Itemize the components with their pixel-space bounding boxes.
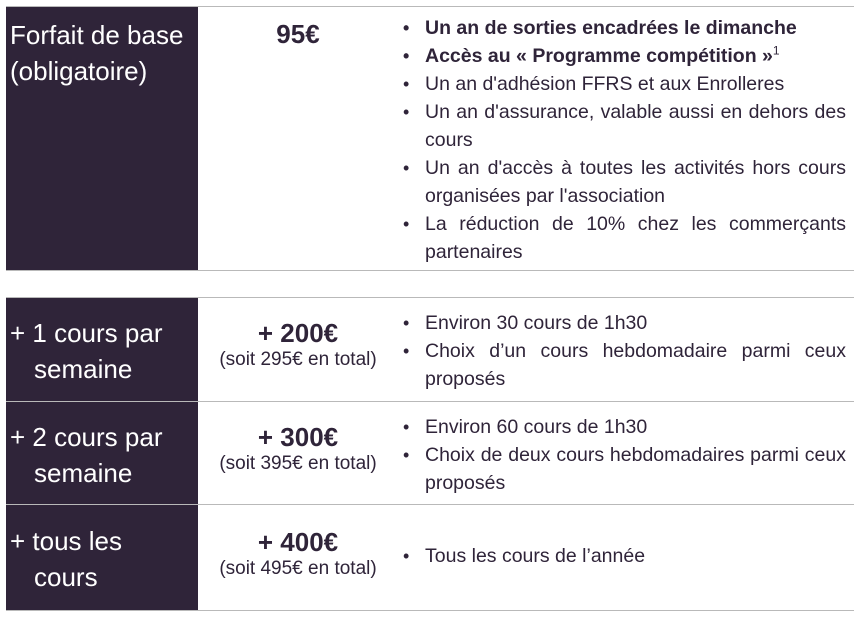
option-benefits-list [398,542,846,570]
option-benefits [398,298,854,401]
benefit-item: • Un an d'adhésion FFRS et aux Enrolleres [398,70,846,98]
option-price: + 300€ [257,422,339,452]
option-label [6,402,198,504]
option-price: + 200€ [257,318,339,348]
label-line-2: cours [34,562,98,592]
option-benefits [398,402,854,504]
benefit-item: • Environ 30 cours de 1h30 [398,309,846,337]
benefit-item: • Un an d'assurance, valable aussi en dehors des cours [398,98,846,154]
option-row [6,402,854,505]
footnote-marker: 1 [772,43,780,58]
option-total: (soit 295€ en total) [219,349,377,370]
option-price-cell [198,298,398,401]
option-row [6,505,854,611]
option-benefits-list [398,413,846,497]
benefit-item: • Un an d'accès à toutes les activités hors cours organisées par l'association [398,154,846,210]
option-label [6,505,198,610]
label-line-2: (obligatoire) [10,56,148,86]
option-row [6,297,854,402]
label-line-1: + tous les [10,526,123,556]
base-package-price-cell [198,7,398,270]
label-line-1: + 1 cours par [10,318,163,348]
options-table [6,297,854,611]
option-label [6,298,198,401]
option-price-cell [198,402,398,504]
benefit-item: • Accès au « Programme compétition »$^1$ [398,42,846,70]
label-line-2: semaine [34,458,133,488]
option-price: + 400€ [257,527,339,557]
label-line-2: semaine [34,354,133,384]
base-package-benefits [398,7,854,270]
benefit-item: • Tous les cours de l’année [398,542,846,570]
option-total: (soit 395€ en total) [219,453,377,474]
label-line-1: + 2 cours par [10,422,163,452]
benefit-item: • Choix d’un cours hebdomadaire parmi ceux proposés [398,337,846,393]
benefit-item: • La réduction de 10% chez les commerçants partenaires [398,210,846,266]
benefit-item: • Environ 60 cours de 1h30 [398,413,846,441]
base-benefits-list [398,14,846,266]
base-package-price: 95€ [276,19,320,49]
benefit-item: • Choix de deux cours hebdomadaires parmi ceux proposés [398,441,846,497]
base-package-row [6,6,854,271]
base-package-table [6,6,854,271]
option-price-cell [198,505,398,610]
benefit-item: • Un an de sorties encadrées le dimanche [398,14,846,42]
base-package-label [6,7,198,270]
label-line-1: Forfait de base [10,20,184,50]
option-total: (soit 495€ en total) [219,558,377,579]
option-benefits-list [398,309,846,393]
option-benefits [398,505,854,610]
